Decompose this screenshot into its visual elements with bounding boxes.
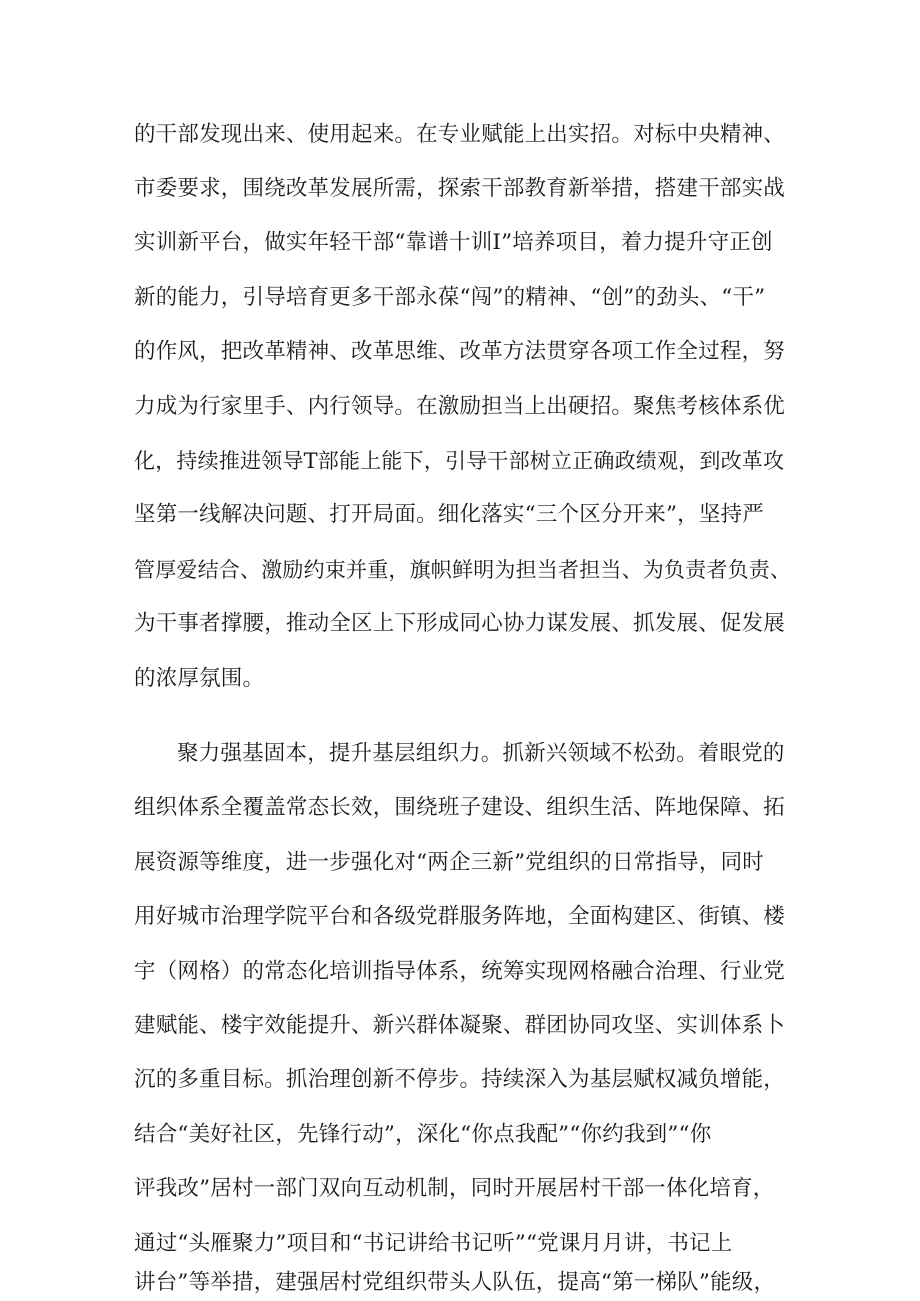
paragraph-line: 讲台”等举措，建强居村党组织带头人队伍，提高“第一梯队”能级， xyxy=(134,1270,776,1295)
paragraph-line: 结合“美好社区，先锋行动”，深化“你点我配”“你约我到”“你 xyxy=(134,1122,712,1147)
paragraph-line: 用好城市治理学院平台和各级党群服务阵地，全面构建区、街镇、楼 xyxy=(134,904,786,929)
paragraph-line: 实训新平台，做实年轻干部“靠谱十训I”培养项目，着力提升守正创 xyxy=(134,230,773,255)
paragraph-line: 为干事者撑腰，推动全区上下形成同心协力谋发展、抓发展、促发展 xyxy=(134,611,786,636)
paragraph-line: 市委要求，围绕改革发展所需，探索干部教育新举措，搭建干部实战 xyxy=(134,176,786,201)
paragraph-line: 沉的多重目标。抓治理创新不停步。持续深入为基层赋权减负增能， xyxy=(134,1067,786,1092)
paragraph-line: 通过“头雁聚力”项目和“书记讲给书记听”“党课月月讲，书记上 xyxy=(134,1231,733,1256)
paragraph-line: 管厚爱结合、激励约束并重，旗帜鲜明为担当者担当、为负责者负责、 xyxy=(134,558,792,582)
paragraph-line: 新的能力，引导培育更多干部永葆“闯”的精神、“创”的劲头、“干” xyxy=(134,285,766,310)
paragraph-line: 的浓厚氛围。 xyxy=(134,666,265,691)
paragraph-line: 力成为行家里手、内行领导。在激励担当上出硬招。聚焦考核体系优 xyxy=(134,394,786,419)
paragraph-line: 聚力强基固本，提升基层组织力。抓新兴领域不松劲。着眼党的 xyxy=(177,741,785,766)
paragraph-line: 的作风，把改革精神、改革思维、改革方法贯穿各项工作全过程，努 xyxy=(134,339,786,364)
paragraph-line: 展资源等维度，进一步强化对“两企三新”党组织的日常指导，同时 xyxy=(134,850,764,875)
paragraph-line: 宇（网格）的常态化培训指导体系，统筹实现网格融合治理、行业党 xyxy=(134,959,786,984)
paragraph-line: 化，持续推进领导T部能上能下，引导干部树立正确政绩观，到改革攻 xyxy=(134,449,785,473)
paragraph-line: 组织体系全覆盖常态长效，围绕班子建设、组织生活、阵地保障、拓 xyxy=(134,795,786,820)
paragraph-line: 坚第一线解决问题、打开局面。细化落实“三个区分开来”，坚持严 xyxy=(134,502,764,527)
paragraph-line: 建赋能、楼宇效能提升、新兴群体凝聚、群团协同攻坚、实训体系卜 xyxy=(134,1013,786,1038)
paragraph-line: 的干部发现出来、使用起来。在专业赋能上出实招。对标中央精神、 xyxy=(134,122,786,147)
paragraph-line: 评我改”居村一部门双向互动机制，同时开展居村干部一体化培育， xyxy=(134,1176,775,1201)
